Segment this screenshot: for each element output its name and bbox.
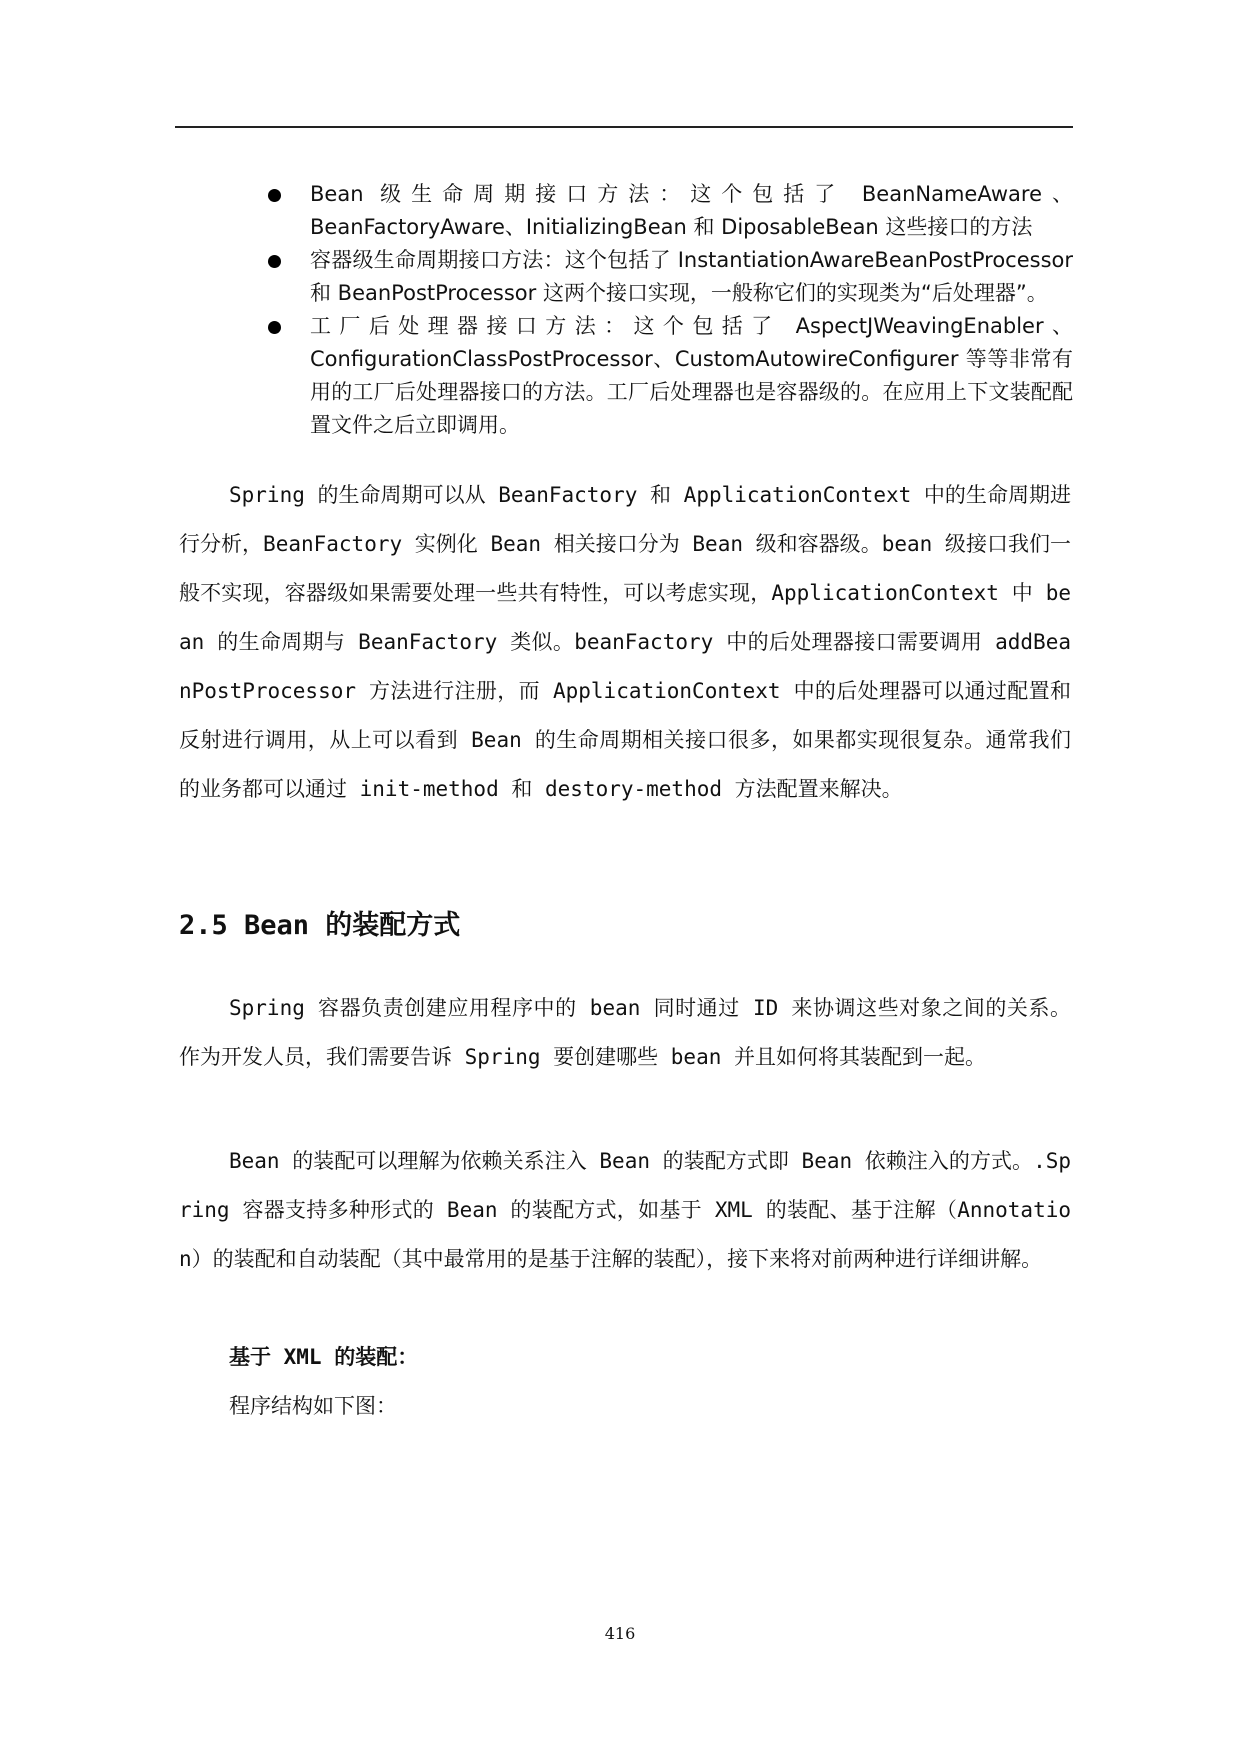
structure-caption: 程序结构如下图： bbox=[229, 1394, 397, 1418]
lifecycle-interface-list bbox=[265, 178, 1073, 442]
section-paragraph: Bean 的装配可以理解为依赖关系注入 Bean 的装配方式即 Bean 依赖注入的方式。.Spring 容器支持多种形式的 Bean 的装配方式，如基于 XML 的装配、基于注解（Annotation）的装配和自动装配（其中最常用的是基于注解的装配），接下来将对前两种进行详细讲解。 bbox=[179, 1149, 1071, 1271]
section-paragraph: Spring 容器负责创建应用程序中的 bean 同时通过 ID 来协调这些对象之间的关系。作为开发人员，我们需要告诉 Spring 要创建哪些 bean 并且如何将其装配到一起。 bbox=[179, 996, 1071, 1069]
header-rule bbox=[175, 126, 1073, 128]
section-heading: 2.5 Bean 的装配方式 bbox=[179, 910, 461, 941]
page-number: 416 bbox=[604, 1624, 636, 1643]
list-item-text: Bean 级生命周期接口方法：这个包括了 BeanNameAware、BeanFactoryAware、InitializingBean 和 DiposableBean 这些接口的方法 bbox=[310, 182, 1073, 239]
list-item bbox=[265, 310, 1073, 442]
list-item bbox=[265, 244, 1073, 310]
list-item bbox=[265, 178, 1073, 244]
xml-assembly-heading: 基于 XML 的装配： bbox=[229, 1345, 419, 1369]
bullet-icon bbox=[268, 189, 281, 202]
bullet-icon bbox=[268, 255, 281, 268]
list-item-text: 工厂后处理器接口方法：这个包括了 AspectJWeavingEnabler、ConfigurationClassPostProcessor、CustomAutowireConfigurer 等等非常有用的工厂后处理器接口的方法。工厂后处理器也是容器级的。在应用上下文装配配置文件之后立即调用。 bbox=[310, 314, 1073, 437]
lifecycle-paragraph: Spring 的生命周期可以从 BeanFactory 和 ApplicationContext 中的生命周期进行分析，BeanFactory 实例化 Bean 相关接口分为 Bean 级和容器级。bean 级接口我们一般不实现，容器级如果需要处理一些共有特性，可以考虑实现，ApplicationContext 中 bean 的生命周期与 BeanFactory 类似。beanFactory 中的后处理器接口需要调用 addBeanPostProcessor 方法进行注册，而 ApplicationContext 中的后处理器可以通过配置和反射进行调用，从上可以看到 Bean 的生命周期相关接口很多，如果都实现很复杂。通常我们的业务都可以通过 init-method 和 destory-method 方法配置来解决。 bbox=[179, 483, 1071, 801]
list-item-text: 容器级生命周期接口方法：这个包括了 InstantiationAwareBeanPostProcessor 和 BeanPostProcessor 这两个接口实现，一般称它们的实现类为“后处理器”。 bbox=[310, 248, 1073, 305]
bullet-icon bbox=[268, 321, 281, 334]
